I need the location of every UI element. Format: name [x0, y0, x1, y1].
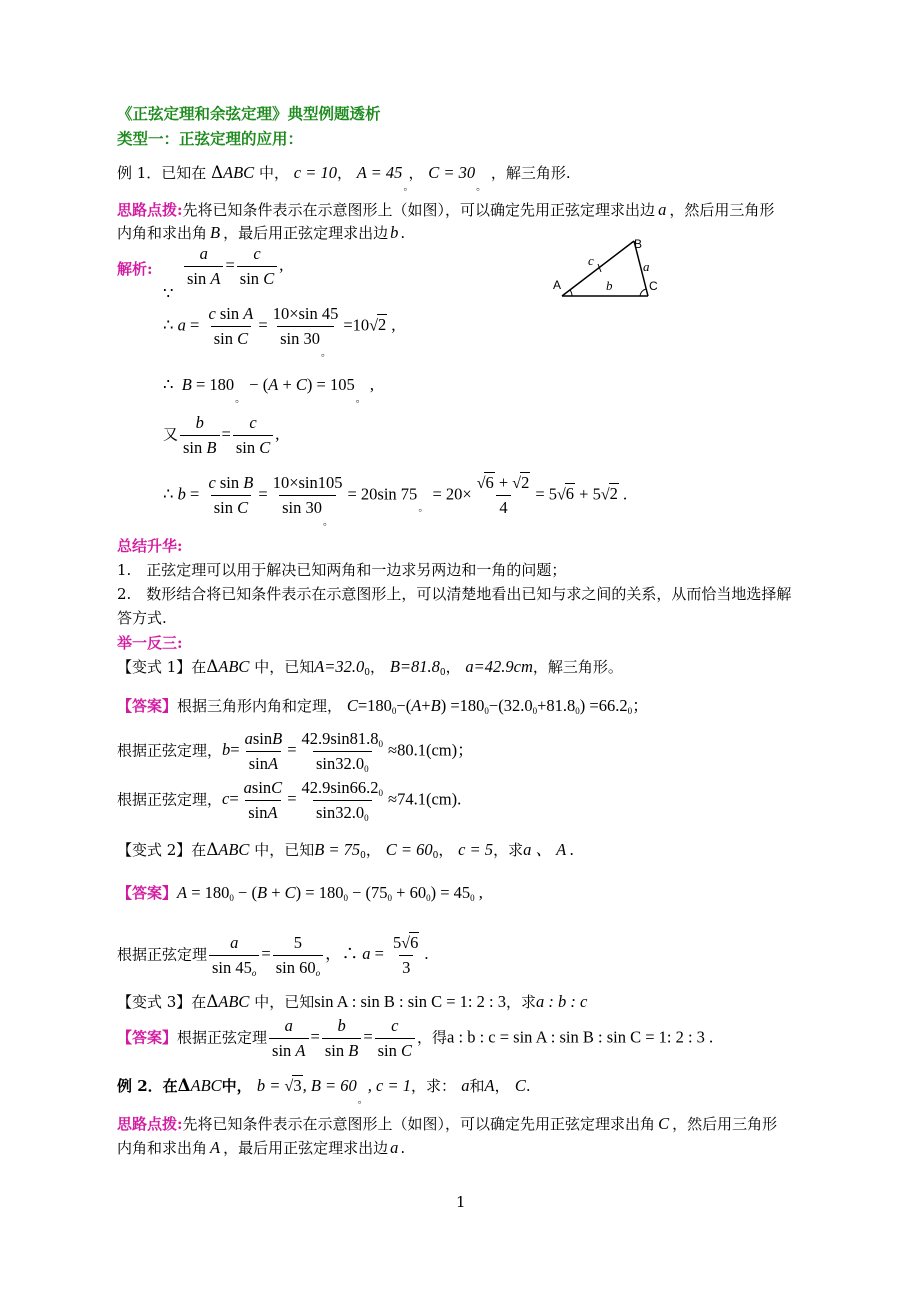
triangle-figure [548, 234, 666, 302]
side-c-line [562, 241, 634, 296]
hint-2-line-2: 内角和求出角 A ，最后用正弦定理求出边 a . [117, 1138, 406, 1157]
answer-1-line-2: 根据正弦定理，b= $\frac{asinB}{\sin A}$ = $\frac{42.9\sin 81.80}{\sin 32.00}$ ≈80.1(cm)； [117, 729, 474, 774]
given-C: C = 30 [428, 163, 476, 182]
given-c: c = 10 [293, 163, 337, 182]
page-number: 1 [456, 1193, 466, 1211]
summary-line-2: 2. 数形结合将已知条件表示在示意图形上，可以清楚地看出已知与求之间的关系，从而恰当地选择解 [117, 585, 792, 603]
summary-line-1: 1. 正弦定理可以用于解决已知两角和一边求另两边和一角的问题； [117, 561, 567, 579]
example-1-zhong: 中， [258, 164, 289, 182]
eq-solve-a: ∴ a = $\frac{\text{c sin A}}{\text{sin C}}$ = $\frac{10\times\sin 45}{\sin 30_。}$ =10√2 , [163, 304, 396, 359]
triangle-name: ABC [223, 163, 255, 182]
angle-C-arc [640, 289, 646, 296]
given-A: A = 45 [356, 163, 403, 182]
section-heading-type1: 类型一：正弦定理的应用： [117, 129, 304, 148]
answer-label: 【答案】 [117, 697, 178, 715]
variant-2: 【变式 2】在ΔABC 中，已知$B = 75_0$， $C = 60_0$， c = 5，求a 、 A . [117, 840, 575, 861]
vertex-A-label: A [553, 278, 562, 292]
law-of-sines-eq: $\frac{a}{\text{sin A}}$ = $\frac{c}{\text{sin C}}$ , [182, 244, 283, 289]
triangle-symbol: Δ [211, 163, 224, 182]
example-1-end: ，解三角形. [490, 164, 571, 182]
answer-1-line-1: 【答案】根据三角形内角和定理， C=1800−(A+B) =1800−(32.00+81.80) =66.20； [117, 696, 649, 716]
side-a-label: a [643, 259, 650, 274]
summary-label: 总结升华: [117, 537, 183, 555]
because-symbol: ∵ [163, 284, 174, 303]
page-title: 《正弦定理和余弦定理》典型例题透析 [117, 104, 381, 123]
side-b-label: b [606, 278, 613, 293]
hint-1-line-1: 思路点拨:先将已知条件表示在示意图形上（如图），可以确定先用正弦定理求出边 a ，然后用三角形 [117, 200, 775, 219]
vertex-C-label: C [649, 279, 658, 293]
hint-1-line-2: 内角和求出角 B ，最后用正弦定理求出边 b . [117, 223, 406, 242]
answer-1-line-3: 根据正弦定理，c= $\frac{asinC}{\sin A}$ = $\frac{42.9\sin 66.20}{\sin 32.00}$ ≈74.1(cm). [117, 778, 462, 823]
eq-solve-b: ∴ b = $\frac{\text{c sin B}}{\text{sin C}}$ = $\frac{10\times\sin 105}{\sin 30_。}$ = 20sin $75_。 = 20\times$ $\frac{√6 + √2}{4}$ = 5√6 + 5√2 . [163, 473, 628, 528]
angle-A-arc [570, 290, 572, 296]
variant-1: 【变式 1】在ΔABC 中，已知$A=32.0_0$， $B=81.8_0$， a=42.9cm，解三角形。 [117, 657, 623, 678]
hint-label: 思路点拨: [117, 201, 183, 219]
hint-2-line-1: 思路点拨:先将已知条件表示在示意图形上（如图），可以确定先用正弦定理求出角 C ，然后用三角形 [117, 1114, 778, 1133]
example-1: 例 1．已知在 ΔABC 中， c = 10， $A = 45_。$， $C = 30_。$ ，解三角形. [117, 163, 571, 193]
variant-3: 【变式 3】在ΔABC 中，已知sin A : sin B : sin C = 1: 2 : 3，求a : b : c [117, 992, 588, 1011]
example-2: 例 2．在ΔABC中， b = √3, $B = 60_。$, c = 1，求： a和A， C. [117, 1076, 531, 1106]
summary-line-3: 答方式. [117, 609, 167, 627]
solution-label: 解析: [117, 260, 153, 278]
answer-2-line-1: 【答案】A = 1800 − (B + C) = 1800 − (750 + 600) = 450 , [117, 883, 483, 903]
answer-3: 【答案】根据正弦定理 $\frac{a}{\text{sin A}}$ = $\frac{b}{\text{sin B}}$ = $\frac{c}{\text{sin C}}$ ，得a : b : c = sin A : sin B : sin C = 1: 2 : 3 . [117, 1016, 714, 1060]
practice-label: 举一反三: [117, 634, 183, 652]
vertex-B-label: B [634, 237, 643, 251]
example-1-label: 例 1．已知在 [117, 164, 207, 182]
eq-law-b: 又 $\frac{b}{\text{sin B}}$ = $\frac{c}{\text{sin C}}$ , [163, 413, 280, 457]
eq-solve-B: ∴ $B = 180_。 - (A + C) = 105_。$ , [163, 375, 374, 405]
answer-2-line-2: 根据正弦定理 $\frac{a}{\sin 45o}$ = $\frac{5}{\sin 60o}$ ，∴ a = $\frac{5√6}{3}$ . [117, 933, 429, 978]
side-c-label: c [588, 253, 594, 268]
